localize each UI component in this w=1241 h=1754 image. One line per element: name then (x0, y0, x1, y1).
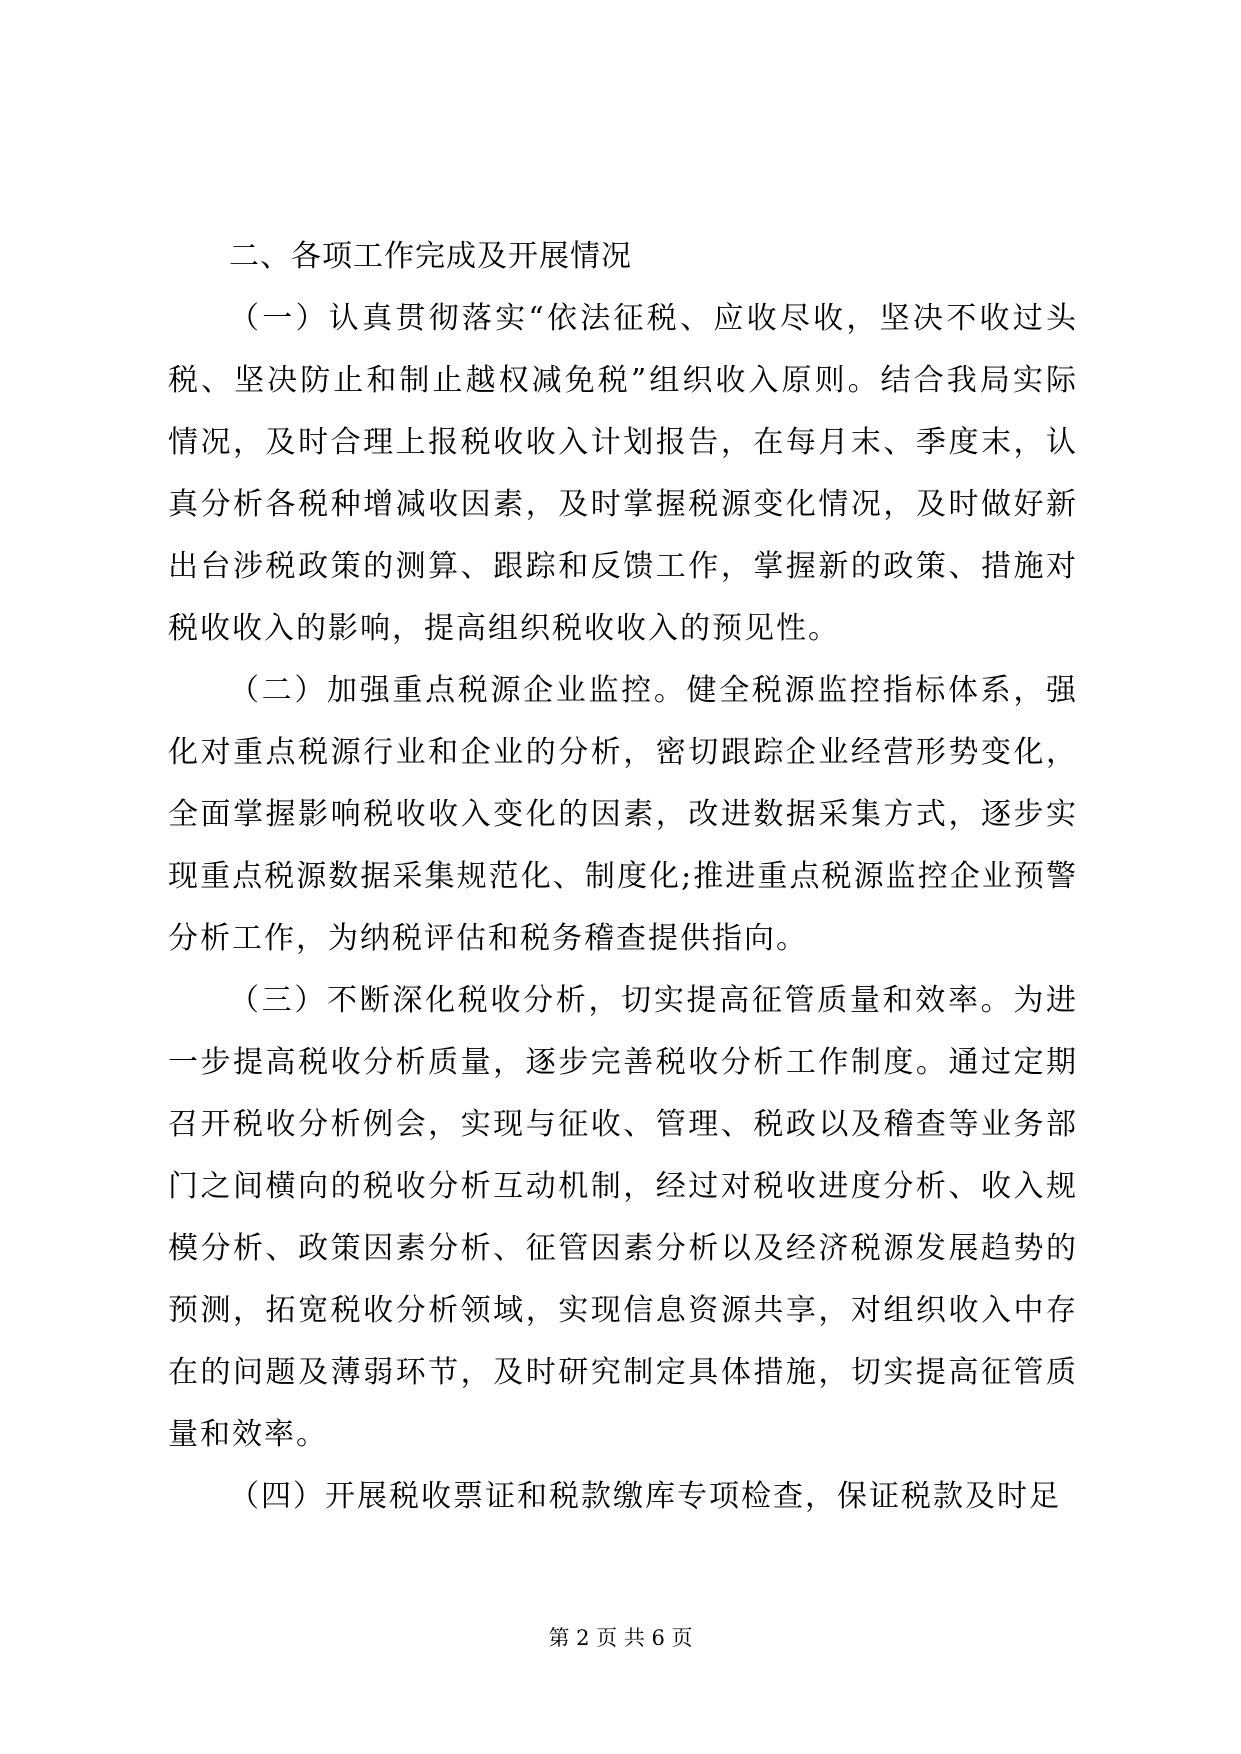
paragraph-3: （三）不断深化税收分析，切实提高征管质量和效率。为进一步提高税收分析质量，逐步完善税收分析工作制度。通过定期召开税收分析例会，实现与征收、管理、税政以及稽查等业务部门之间横向的税收分析互动机制，经过对税收进度分析、收入规模分析、政策因素分析、征管因素分析以及经济税源发展趋势的预测，拓宽税收分析领域，实现信息资源共享，对组织收入中存在的问题及薄弱环节，及时研究制定具体措施，切实提高征管质量和效率。 (168, 983, 1078, 1452)
paragraph-4: （四）开展税收票证和税款缴库专项检查，保证税款及时足 (229, 1479, 1061, 1514)
paragraph-2: （二）加强重点税源企业监控。健全税源监控指标体系，强化对重点税源行业和企业的分析，密切跟踪企业经营形势变化，全面掌握影响税收收入变化的因素，改进数据采集方式，逐步实现重点税源数据采集规范化、制度化;推进重点税源监控企业预警分析工作，为纳税评估和税务稽查提供指向。 (168, 673, 1078, 956)
page-number-footer: 第 2 页 共 6 页 (548, 1626, 693, 1650)
paragraph-1: （一）认真贯彻落实“依法征税、应收尽收，坚决不收过头税、坚决防止和制止越权减免税”组织收入原则。结合我局实际情况，及时合理上报税收收入计划报告，在每月末、季度末，认真分析各税种增减收因素，及时掌握税源变化情况，及时做好新出台涉税政策的测算、跟踪和反馈工作，掌握新的政策、措施对税收收入的影响，提高组织税收收入的预见性。 (168, 301, 1078, 646)
document-body (168, 226, 1078, 1528)
section-heading: 二、各项工作完成及开展情况 (229, 239, 632, 274)
